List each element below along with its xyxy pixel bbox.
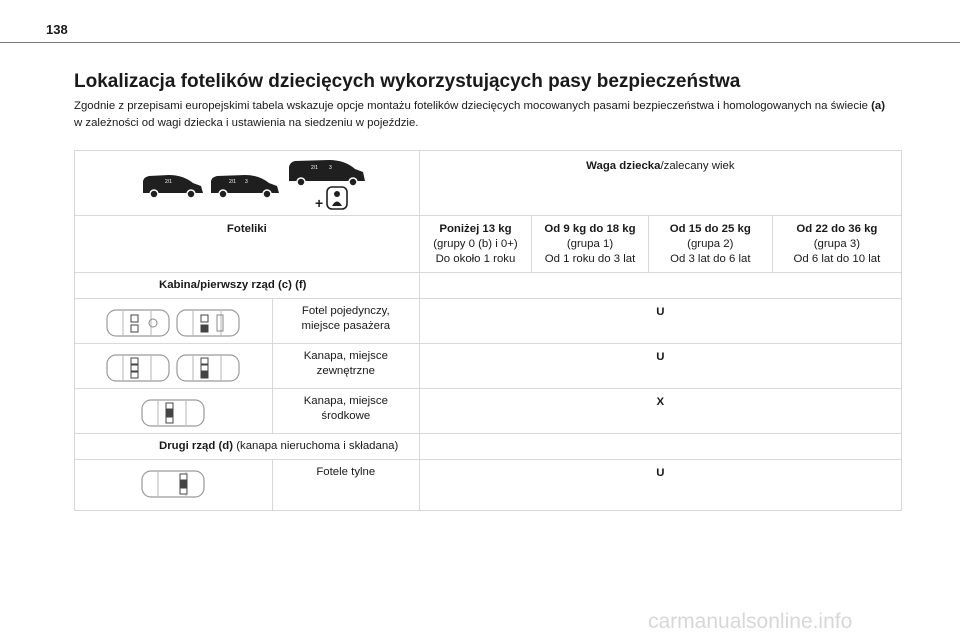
car-topview-icon <box>105 307 171 339</box>
seats-label-cell: Foteliki <box>75 216 420 273</box>
seat-suitability-value: U <box>419 460 901 511</box>
group-age: Od 3 lat do 6 lat <box>670 253 751 265</box>
seat-position-label <box>272 460 419 511</box>
svg-text:2/1: 2/1 <box>165 179 172 185</box>
seat-position-label <box>272 344 419 389</box>
car-topview-bench-outer-icon <box>175 352 241 384</box>
page-number: 138 <box>46 22 68 37</box>
header-rule <box>0 42 960 43</box>
svg-text:2/1: 2/1 <box>229 179 236 185</box>
section-front-title: Kabina/pierwszy rząd (c) (f) <box>159 279 307 291</box>
group-age: Od 6 lat do 10 lat <box>793 253 881 265</box>
airbag-child-icon <box>327 187 347 209</box>
vehicle-versions-illustration <box>135 157 395 217</box>
seat-suitability-value: U <box>419 344 901 389</box>
group-name: (grupa 1) <box>566 238 614 250</box>
group-cell <box>419 216 531 273</box>
group-weight: Od 9 kg do 18 kg <box>544 223 636 235</box>
section-front-row <box>75 273 420 299</box>
svg-text:2/1: 2/1 <box>311 165 318 171</box>
group-cell <box>772 216 901 273</box>
group-name: (grupa 2) <box>687 238 734 250</box>
svg-text:3: 3 <box>245 179 248 185</box>
section-second-note: (kanapa nieruchoma i składana) <box>233 440 399 452</box>
group-name: (grupa 3) <box>813 238 860 250</box>
seat-diagram-cell <box>75 460 273 511</box>
seat-label-line2: środkowe <box>321 410 371 422</box>
seat-diagram-cell <box>75 344 273 389</box>
group-age: Od 1 roku do 3 lat <box>544 253 636 265</box>
section-front-spacer <box>419 273 901 299</box>
seat-label-line2: zewnętrzne <box>316 365 375 377</box>
page-title: Lokalizacja fotelików dziecięcych wykorzystujących pasy bezpieczeństwa <box>74 71 741 92</box>
airbag-plus-sign: + <box>315 195 324 211</box>
seat-diagram-cell <box>75 389 273 434</box>
seat-label-line1: Kanapa, miejsce <box>303 350 388 362</box>
section-second-spacer <box>419 434 901 460</box>
seat-suitability-value: X <box>419 389 901 434</box>
weight-header <box>419 151 901 216</box>
seat-position-label <box>272 389 419 434</box>
child-seat-table <box>74 150 902 511</box>
seat-suitability-value: U <box>419 299 901 344</box>
seat-position-label <box>272 299 419 344</box>
intro-note-ref: (a) <box>871 100 886 112</box>
seat-label-line2: miejsce pasażera <box>301 320 391 332</box>
intro-paragraph <box>74 98 894 132</box>
group-weight: Od 22 do 36 kg <box>796 223 878 235</box>
weight-header-rest: /zalecany wiek <box>660 160 735 172</box>
car-topview-bench-middle-icon <box>140 397 206 429</box>
van-long-icon <box>289 160 365 186</box>
car-topview-rear-seats-icon <box>140 468 206 500</box>
van-medium-icon <box>211 175 279 198</box>
car-topview-passenger-icon <box>175 307 241 339</box>
vehicle-versions-cell <box>75 151 420 216</box>
intro-text-1: Zgodnie z przepisami europejskimi tabela wskazuje opcje montażu fotelików dziecięcych mocowanych pasami bezpieczeństwa i homologowanych na świecie <box>74 100 872 112</box>
group-cell <box>648 216 772 273</box>
seat-label-line1: Fotele tylne <box>316 466 376 478</box>
seat-diagram-cell <box>75 299 273 344</box>
seat-label-line1: Kanapa, miejsce <box>303 395 388 407</box>
van-short-icon <box>143 175 203 198</box>
weight-header-bold: Waga dziecka <box>586 160 661 172</box>
group-weight: Poniżej 13 kg <box>439 223 512 235</box>
group-weight: Od 15 do 25 kg <box>669 223 751 235</box>
group-cell <box>532 216 649 273</box>
intro-text-2: w zależności od wagi dziecka i ustawienia na siedzeniu w pojeździe. <box>74 117 419 129</box>
section-second-title: Drugi rząd (d) <box>159 440 234 452</box>
group-age: Do około 1 roku <box>435 253 516 265</box>
watermark: carmanualsonline.info <box>648 610 853 633</box>
seat-label-line1: Fotel pojedynczy, <box>301 305 390 317</box>
section-second-row <box>75 434 420 460</box>
svg-text:3: 3 <box>329 165 332 171</box>
car-topview-bench-icon <box>105 352 171 384</box>
group-name: (grupy 0 (b) i 0+) <box>433 238 518 250</box>
